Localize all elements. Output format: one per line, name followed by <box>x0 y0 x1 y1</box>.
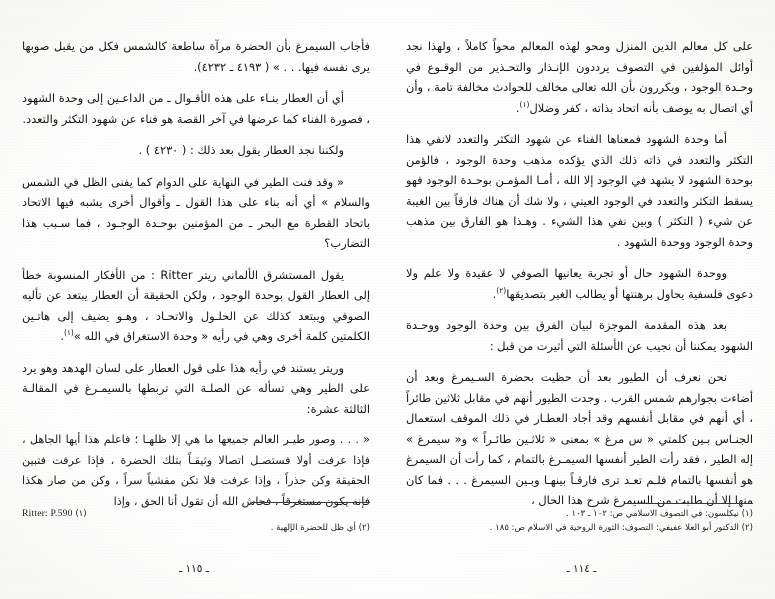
page-number-left: ـ ١١٥ ـ <box>179 563 209 575</box>
paragraph: أما وحدة الشهود فمعناها الفناء عن شهود التكثر والتعدد لانفي هذا التكثر والتعدد في ذاته ذلك الذي يؤكده مذهب وحدة الوجود ، فالؤمن بوحدة الشهود لا يشهد في الوجود إلا الله ، أمـا المؤمـن بوحـدة الوجود فهو يسقط التكثر والتعدد في الوجود العيني ، ولا شك أن هناك فارقاً بين الغيبة عن شيء ( التكثر ) وبين نفي هذا الشيء . وهـذا هو الفارق بين مذهب وحدة الوجود ووحدة الشهود . <box>406 132 753 249</box>
paragraph: ولكننا نجد العطار يقول بعد ذلك : ( ٤٢٣٠ ) . <box>138 143 344 157</box>
paragraph: بعد هذه المقدمة الموجزة لبيان الفرق بين وحدة الوجود ووحـدة الشهود يمكننا أن نجيب عن الأسئلة التي أثيرت من قبل : <box>406 318 753 353</box>
paragraph: أي أن العطار بنـاء على هذه الأقـوال ـ من الداعـين إلى وحدة الشهود ، فصورة الفناء كما عرضها في آخر القصة هو فناء عن شهود التكثر والتعدد. <box>22 91 370 126</box>
paragraph: ووحدة الشهود حال أو تجربة يعانيها الصوفي لا عقيدة ولا علم ولا دعوى فلسفية يحاول برهنتها أو يطالب الغير بتصديقها$^{(٢)}$. <box>406 266 753 301</box>
paragraph: على كل معالم الدين المنزل ومحو لهذه المعالم محواً كاملاً ، ولهذا نجد أوائل المؤلفين في التصوف يرددون الإنـذار والتحـذير من الوقـوع في وحـدة الوجود ، ويكررون بأن الله تعالى مخالف للحوادث مخالفة تامة ، وأن أي اتصال به يوصف بأنه اتحاد بذاته ، كفر وضلال$^{(١)}$. <box>406 39 753 115</box>
footnotes-right <box>406 503 753 535</box>
footnote-citation-latin: Ritter: P.590 <box>22 508 73 519</box>
paragraph: نحن نعرف أن الطيور بعد أن حظيت بحضرة السـيمرغ وبعد أن أضاءت بجوارهم شمس القرب . وجدت الطيور أنهم في مقابل ثلاثين طائراً ، أي أنهم في مقابل أنفسهم وقد أجاد العطـار في ذلك الموقف استعمال الجنـاس بـين كلمتي « س مرغ » بمعنى « ثلاثـين طائـراً » و« سيمرغ » إله الطير ، فقد رأت الطير أنفسها السيمـرغ بالتمام ، كما رأت أن السيمرغ هو أنفسها بالتمام فلـم تعـد ترى فارقـاً بينهـا وبـين السيمرغ . . . فما كان منها إلا أن طلبت من السيمرغ شرح هذا الحال ، <box>406 370 753 507</box>
footnote-marker: (٢) <box>496 285 507 295</box>
footnote-item: (١) نيكلسون: في التصوف الاسلامي ص: ١٠٢ ـ ١٠٣ . <box>565 509 753 519</box>
footnote-marker: (١) <box>63 328 74 338</box>
page-number-right: ـ ١١٤ ـ <box>566 563 597 575</box>
block-quote: « . . . وصور طيـر العالم جميعها ما هي إلا ظلهـا ؛ فاعلم هذا أيها الجاهل ، فإذا عرفت أولا فستصـل اتصالا وثيقـاً بتلك الحضرة ، فإذا عرفت فتبين الحقيقة وكن حذراً ، وإذا عرفت فلا تكن مفشياً سراً ، وكن من صار هكذا فإنه يكون مستغرقاً ، فحاش الله أن تقول أنا الحق ، وإذا <box>22 433 370 508</box>
paragraph: يقول المستشرق الألماني ريتر Ritter : من الأفكار المنسوبة خطأ إلى العطار القول بوحدة الوجود ، ولكن الحقيقة أن العطار يبتعد عن تأليه الصوفي ويبتعد كذلك عن الحلـول والاتحـاد ، وهـو يضيف إلى هاتـين الكلمتين كلمة أخرى وهي في رأيه « وحدة الاستغراق في الله »$^{(١)}$. <box>22 267 370 343</box>
footnote-rule <box>625 503 753 504</box>
page-right <box>388 0 775 599</box>
footnote-item: (١) Ritter: P.590 <box>22 508 87 519</box>
page-left-text-column <box>22 36 370 508</box>
paragraph: فأجاب السيمرغ بأن الحضرة مرآة ساطعة كالشمس فكل من يقبل صوبها يرى نفسه فيها. . . » ( ٤١٩٣ ـ ٤٢٣٢). <box>22 39 370 74</box>
paragraph: وريتر يستند في رأيه هذا على قول العطار على لسان الهدهد وهو يرد على الطير وهي تسأله عن الصلـة التي تربطها بالسيمـرغ في المقالـة الثالثة عشرة: <box>22 360 370 416</box>
footnote-item: (٢) أي ظل للحضرة الإلهية . <box>270 522 370 533</box>
footnote-rule <box>252 502 370 503</box>
footnote-marker: (١) <box>519 99 530 109</box>
footnotes-left <box>22 502 370 535</box>
footnote-item: (٢) الدكتور أبو العلا عفيفي: التصوف: الثورة الروحية في الاسلام ص: ١٨٥ . <box>489 522 753 533</box>
page-right-text-column <box>406 36 753 507</box>
paragraph: « وقد فنت الطير في النهاية على الدوام كما يفنى الظل في الشمس والسلام » أي أنه بناء على هذا القول ـ وأقوال أخرى يشبه فيها الاتحاد باتحاد القطرة مع البحر ـ من المؤمنين بوحـدة الوجـود ، فما سـبب هذا التضارب؟ <box>22 174 370 250</box>
